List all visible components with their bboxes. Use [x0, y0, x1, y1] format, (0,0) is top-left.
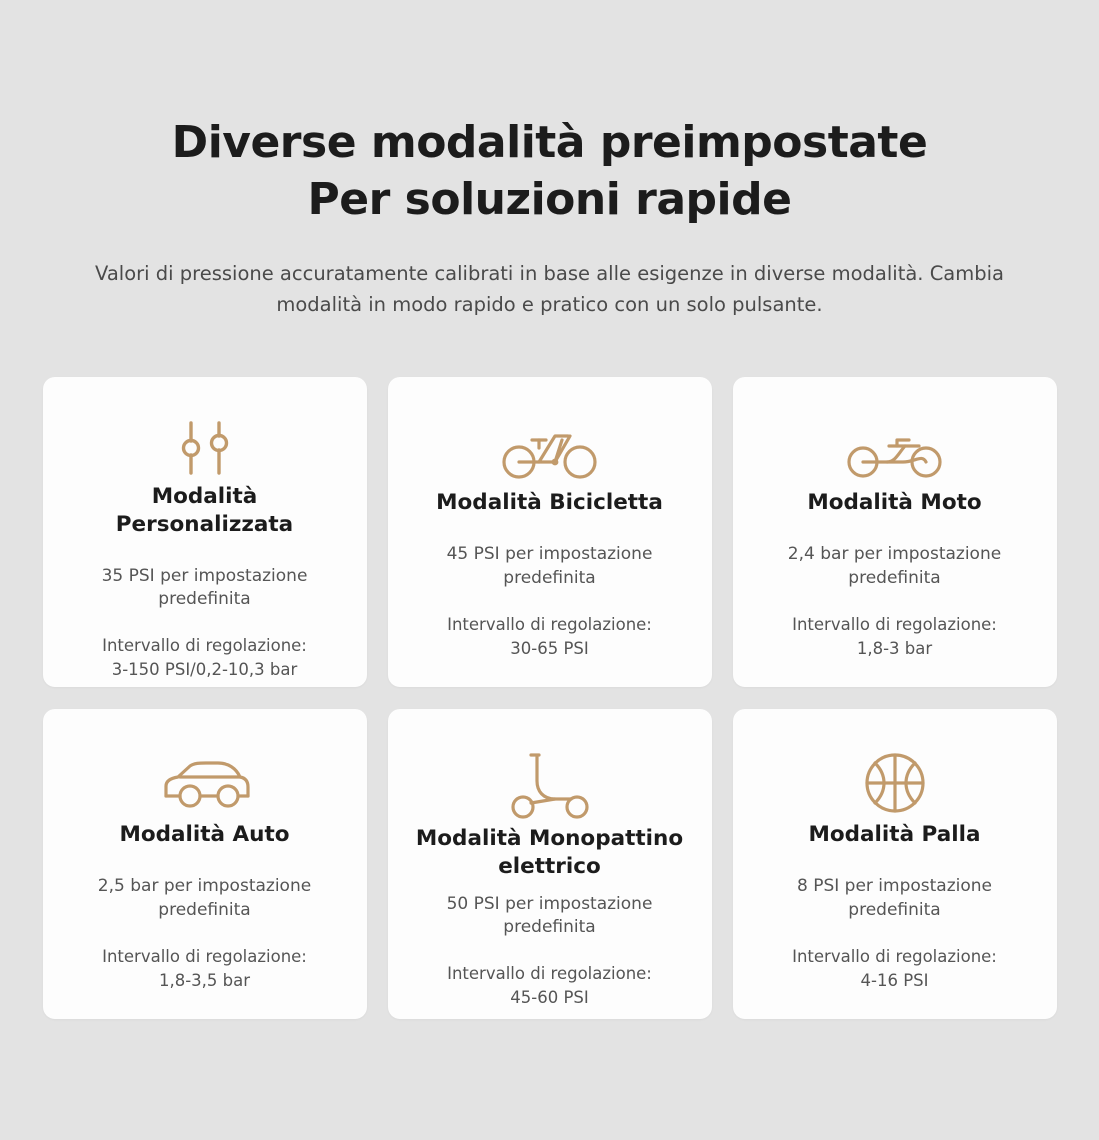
mode-card-range-value: 1,8-3,5 bar [158, 970, 251, 990]
mode-card-car[interactable] [43, 709, 367, 1019]
motorcycle-icon [843, 415, 947, 488]
mode-card-title: Modalità Monopattino elettrico [415, 825, 684, 879]
mode-card-title: Modalità Moto [807, 490, 982, 516]
bicycle-icon [498, 415, 602, 488]
mode-card-escooter[interactable] [388, 709, 712, 1019]
mode-card-title: Modalità Auto [119, 822, 290, 848]
mode-card-range-value: 3-150 PSI/0,2-10,3 bar [111, 660, 298, 680]
mode-card-grid [43, 377, 1057, 1019]
mode-card-default-value: 45 PSI per impostazione predefinita [446, 544, 653, 589]
mode-card-bicycle[interactable] [388, 377, 712, 687]
car-icon [156, 747, 254, 820]
mode-card-range-value: 45-60 PSI [510, 988, 589, 1008]
mode-card-range-label: Intervallo di regolazione: [792, 946, 997, 966]
mode-card-range-value: 30-65 PSI [510, 638, 589, 658]
mode-card-range-label: Intervallo di regolazione: [447, 964, 652, 984]
mode-card-default-value: 35 PSI per impostazione predefinita [101, 565, 308, 610]
mode-card-title: Modalità Palla [808, 822, 981, 848]
mode-card-default-value: 2,5 bar per impostazione predefinita [97, 876, 312, 921]
sliders-icon [166, 415, 244, 481]
mode-card-range-label: Intervallo di regolazione: [102, 636, 307, 656]
mode-card-title: Modalità Personalizzata [115, 483, 294, 537]
page-title [0, 29, 1099, 228]
scooter-icon [507, 747, 593, 823]
basketball-icon [859, 747, 931, 820]
mode-card-range-label: Intervallo di regolazione: [102, 946, 307, 966]
mode-card-motorcycle[interactable] [733, 377, 1057, 687]
mode-card-title: Modalità Bicicletta [436, 490, 663, 516]
mode-card-default-value: 8 PSI per impostazione predefinita [796, 876, 993, 921]
mode-card-default-value: 50 PSI per impostazione predefinita [446, 893, 653, 938]
mode-card-range-label: Intervallo di regolazione: [792, 614, 997, 634]
mode-card-custom[interactable] [43, 377, 367, 687]
page-subtitle: Valori di pressione accuratamente calibrati in base alle esigenze in diverse modalità. Cambia modalità in modo rapido e pratico con un solo pulsante. [95, 261, 1004, 317]
mode-card-range-value: 4-16 PSI [860, 970, 929, 990]
preset-modes-page [0, 29, 1099, 1140]
page-title-line-1: Diverse modalità preimpostate [171, 117, 928, 169]
mode-card-default-value: 2,4 bar per impostazione predefinita [787, 544, 1002, 589]
mode-card-ball[interactable] [733, 709, 1057, 1019]
page-title-line-2: Per soluzioni rapide [307, 173, 792, 225]
mode-card-range-value: 1,8-3 bar [856, 638, 933, 658]
mode-card-range-label: Intervallo di regolazione: [447, 614, 652, 634]
